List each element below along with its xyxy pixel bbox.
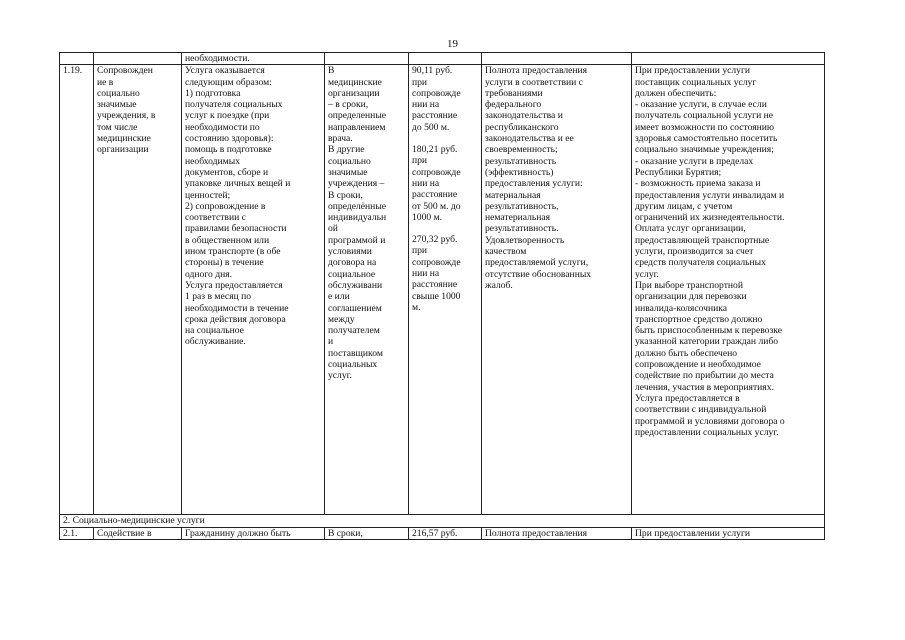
table-row [60, 65, 825, 515]
service-conditions: При предоставлении услуги [632, 527, 825, 539]
service-price: 216,57 руб. [409, 527, 482, 539]
cell-empty [94, 53, 182, 65]
row-number [60, 65, 94, 515]
section-title: 2. Социально-медицинские услуги [60, 515, 825, 527]
price-tier-1: 90,11 руб. при сопровожде нии на расстояние до 500 м. [412, 65, 461, 133]
table-row [60, 527, 825, 539]
service-quality: Полнота предоставления [482, 527, 632, 539]
service-prices [409, 65, 482, 515]
services-table [59, 52, 825, 540]
price-tier-3: 270,32 руб. при сопровожде нии на расстояние свыше 1000 м. [412, 234, 461, 313]
price-tier-2: 180,21 руб. при сопровожде нии на расстояние от 500 м. до 1000 м. [412, 144, 461, 223]
cell-empty [632, 53, 825, 65]
cell-empty [409, 53, 482, 65]
service-name-text: Сопровожден ие в социально значимые учреждения, в том числе медицинские организации [97, 65, 156, 156]
service-quality-text: Полнота предоставления услуги в соответствии с требованиями федерального законодательства и республиканского законодательства и ее своевременность; результативность (эффективность) предоставления услуги: материальная результативность, нематериальная результативность. Удовлетворенность качеством предоставляемой услуги, отсутствие обоснованных жалоб. [485, 65, 592, 291]
row-number-text: 1.19. [63, 65, 83, 77]
page-number: 19 [447, 38, 458, 50]
continuation-row [60, 53, 825, 65]
cell-empty [325, 53, 409, 65]
cell-empty [482, 53, 632, 65]
cell-empty [60, 53, 94, 65]
service-name [94, 65, 182, 515]
row-number: 2.1. [60, 527, 94, 539]
service-description-text: Услуга оказывается следующим образом: 1) подготовка получателя социальных услуг к поездке (при необходимости по состоянию здоровья): помощь в подготовке необходимых документов, сборе и упаковке личных вещей и ценностей; 2) сопровождение в соответствии с правилами безопасности в общественном или ином транспорте (в обе стороны) в течение одного дня. Услуга предоставляется 1 раз в месяц по необходимости в течение срока действия договора на социальное обслуживание. [185, 65, 291, 348]
service-description: Гражданину должно быть [182, 527, 325, 539]
continuation-description: необходимости. [182, 53, 325, 65]
service-terms: В сроки, [325, 527, 409, 539]
service-conditions-text: При предоставлении услуги поставщик социальных услуг должен обеспечить: - оказание услуги, в случае если получатель социальной услуги не имеет возможности по состоянию здоровья самостоятельно посетить социально значимые учреждения; - оказание услуги в пределах Республики Бурятия; - возможность приема заказа и предоставления услуги инвалидам и другим лицам, с учетом ограничений их жизнедеятельности. Оплата услуг организации, предоставляющей транспортные услуги, производится за счет средств получателя социальных услуг. При выборе транспортной организации для перевозки инвалида-колясочника транспортное средство должно быть приспособленным к перевозке указанной категории граждан либо должно быть обеспечено сопровождение и необходимое содействие по прибытии до места лечения, участия в мероприятиях. Услуга предоставляется в соответствии с индивидуальной программой и условиями договора о предоставлении социальных услуг. [635, 65, 785, 438]
service-quality [482, 65, 632, 515]
service-terms-text: В медицинские организации – в сроки, определенные направлением врача. В другие социально значимые учреждения – В сроки, определённые индивидуальн ой программой и условиями договора на социальное обслуживани е или соглашением между получателем и поставщиком социальных услуг. [328, 65, 387, 382]
service-conditions [632, 65, 825, 515]
service-name: Содействие в [94, 527, 182, 539]
service-description [182, 65, 325, 515]
service-terms [325, 65, 409, 515]
section-row [60, 515, 825, 527]
